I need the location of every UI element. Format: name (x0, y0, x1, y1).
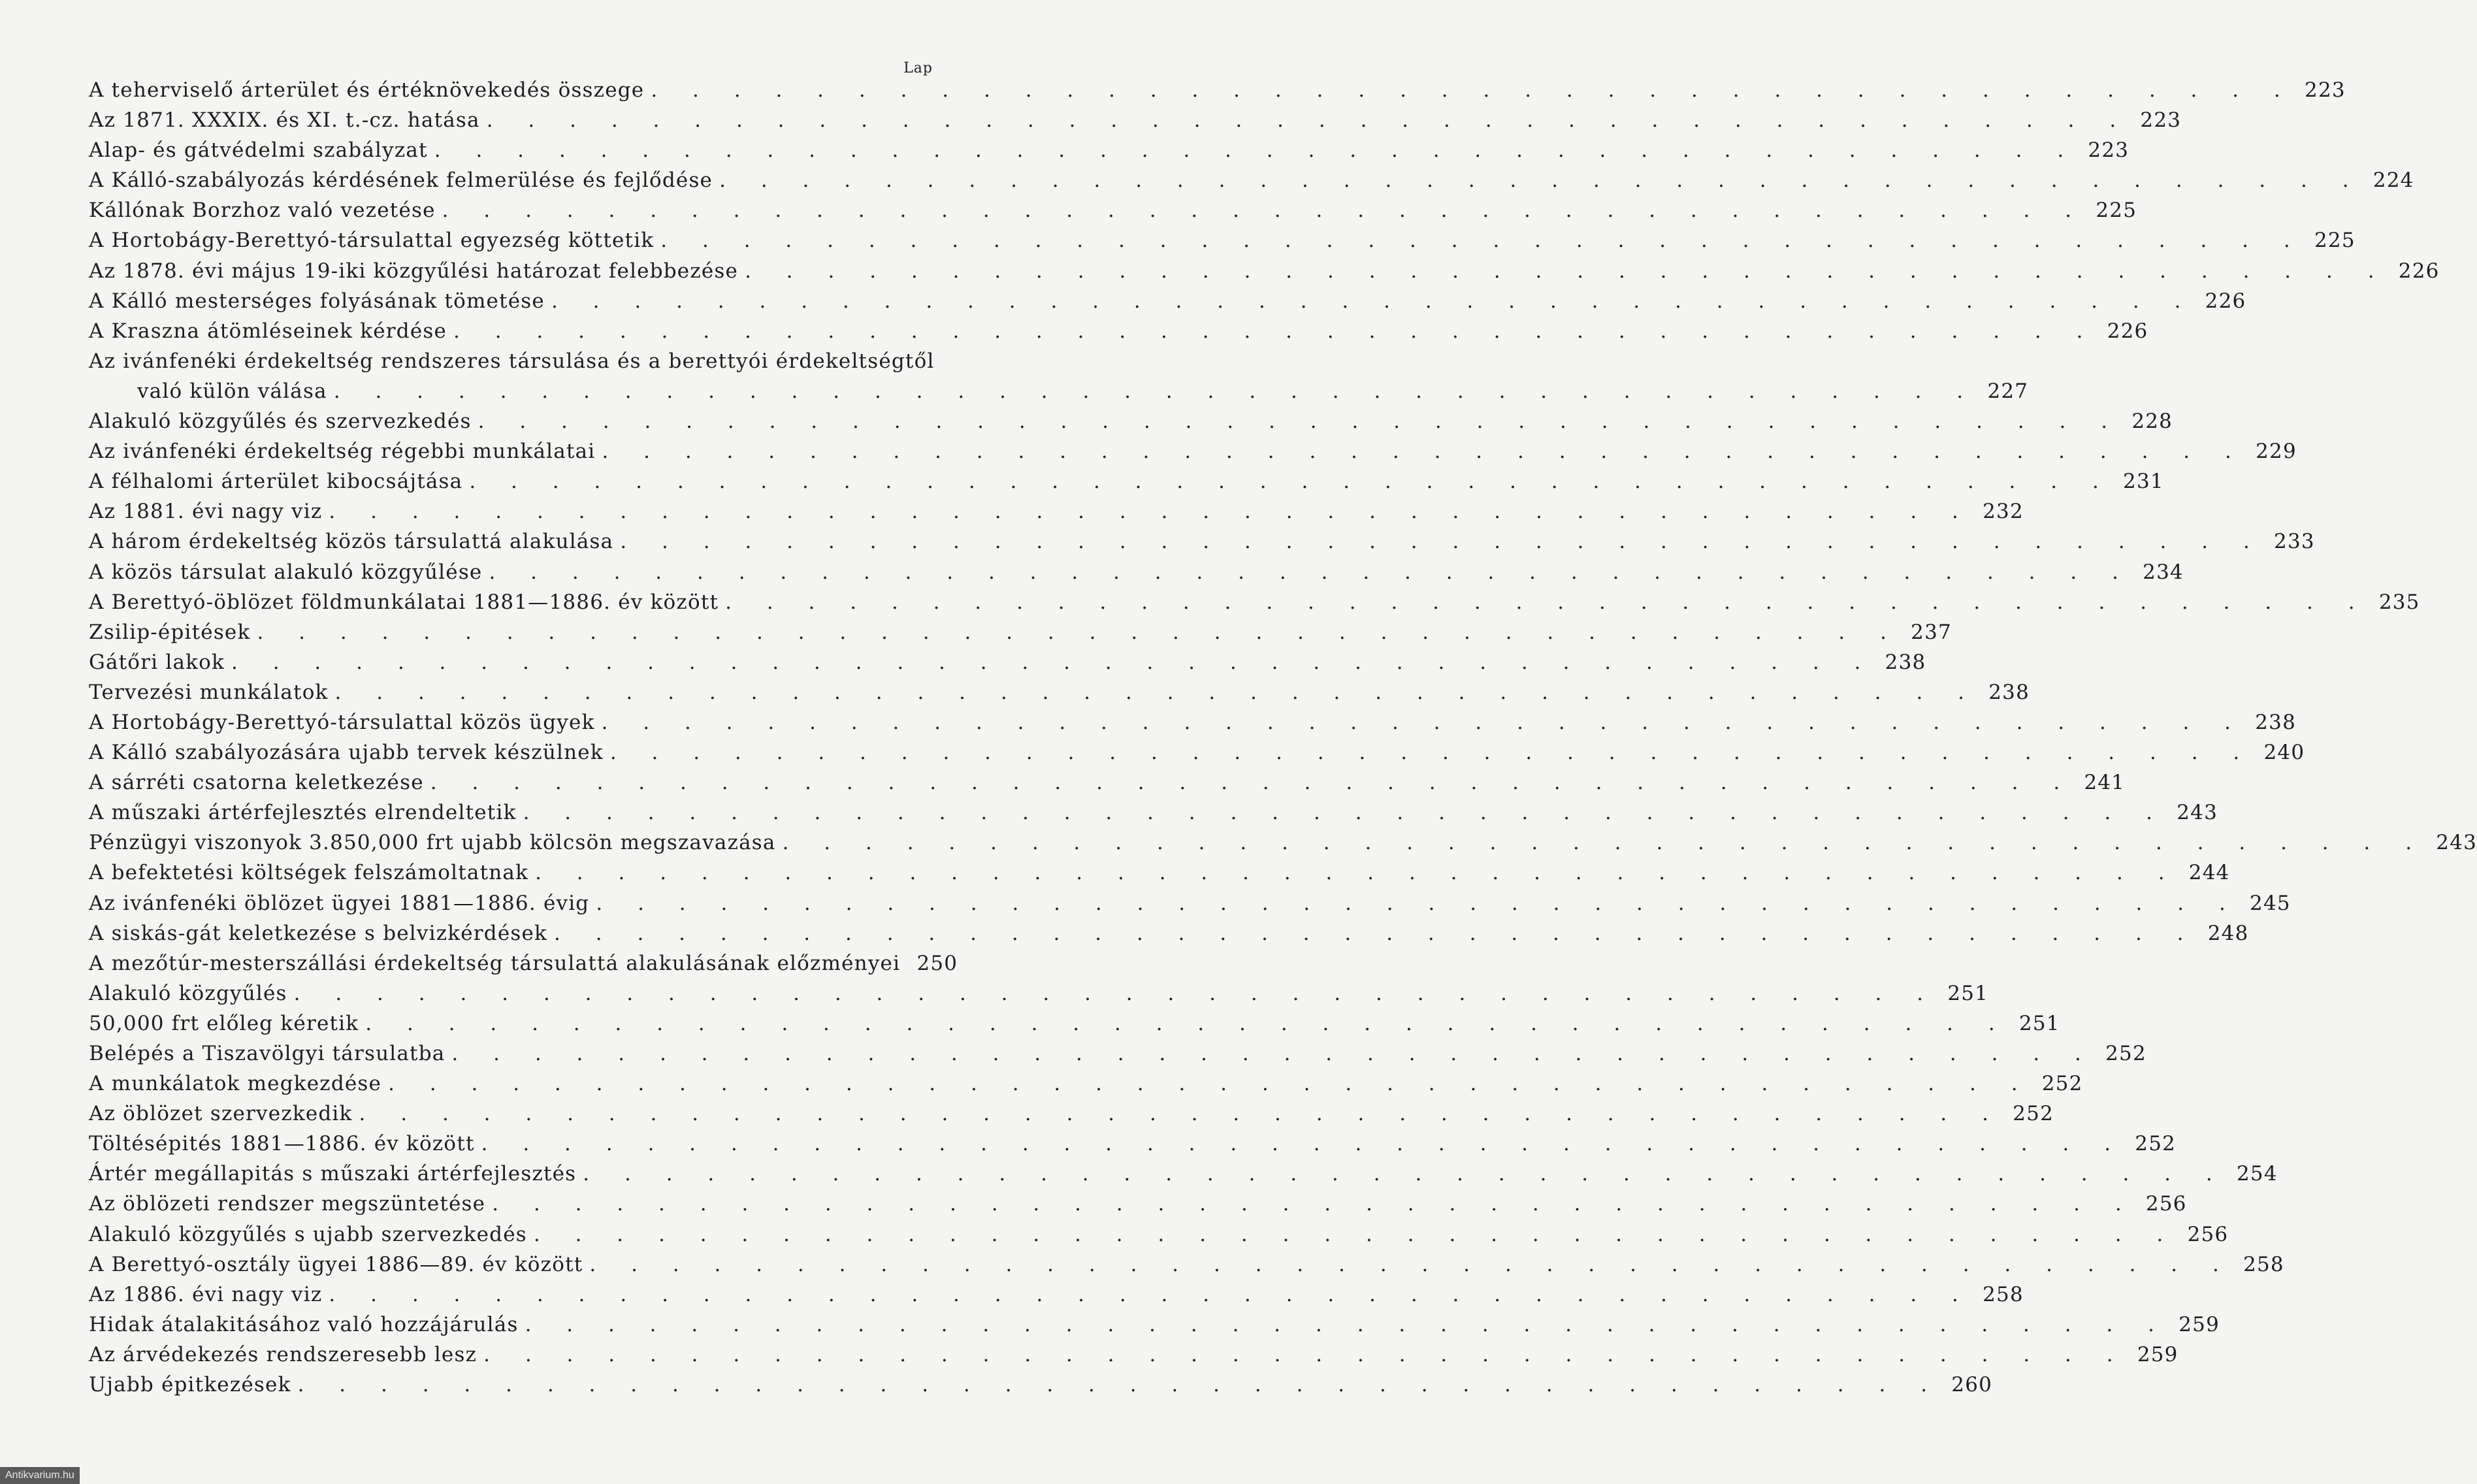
toc-entry-page: 229 (2256, 440, 2297, 464)
toc-entry-title: Alakuló közgyűlés s ujabb szervezkedés (89, 1222, 527, 1246)
toc-entry-page: 248 (2207, 921, 2249, 945)
toc-entry-title: A mezőtúr-mesterszállási érdekeltség társulattá alakulásának előzményei (89, 951, 901, 975)
toc-entry-title: Az 1886. évi nagy viz (89, 1282, 323, 1306)
dot-leader: . . . . . . . . . . . . . . . . . . . . . . . . . . . . . . . . . . . . . . . . (525, 1312, 2169, 1336)
toc-entry-page: 231 (2123, 470, 2164, 494)
toc-entry (89, 891, 2291, 922)
toc-entry-title: Ártér megállapitás s műszaki ártérfejlesztés (89, 1162, 577, 1186)
dot-leader: . . . . . . . . . . . . . . . . . . . . . . . . . . . . . . . . . . . . . . . . (589, 1252, 2233, 1276)
toc-entry-title: A műszaki ártérfejlesztés elrendeltetik (89, 801, 517, 825)
toc-entry (89, 500, 2024, 530)
dot-leader: . . . . . . . . . . . . . . . . . . . . . . . . . . . . . . . . . . . . . . . . (535, 861, 2179, 885)
toc-entry-title: A sárréti csatorna keletkezése (89, 771, 424, 795)
dot-leader: . . . . . . . . . . . . . . . . . . . . . . . . . . . . . . . . . . . . . . . . (533, 1222, 2178, 1246)
toc-entry (89, 1342, 2178, 1373)
toc-entry-page: 235 (2378, 590, 2420, 614)
toc-entry-page: 254 (2236, 1162, 2278, 1186)
dot-leader: . . . . . . . . . . . . . . . . . . . . . . . . . . . . . . . . . . . . . . . . (725, 590, 2369, 614)
toc-entry (89, 410, 2173, 440)
toc-entry-page: 223 (2305, 78, 2346, 102)
toc-entry-page: 259 (2137, 1342, 2178, 1366)
dot-leader: . . . . . . . . . . . . . . . . . . . . . . . . . . . . . . . . . . . . . . . . (583, 1162, 2227, 1186)
toc-entry-title: Az öblözet szervezkedik (89, 1102, 353, 1126)
toc-entry (89, 1373, 1993, 1403)
toc-entry-title: való külön válása (137, 379, 327, 403)
dot-leader: . . . . . . . . . . . . . . . . . . . . . . . . . . . . . . . . . . . . . . . . (430, 771, 2075, 795)
toc-entry-title: Az 1871. XXXIX. és XI. t.-cz. hatása (89, 108, 480, 133)
toc-entry-page: 252 (2135, 1132, 2177, 1156)
toc-entry-title: Gátőri lakok (89, 650, 225, 674)
toc-entry-page: 258 (2243, 1252, 2284, 1276)
toc-entry-title: A Kálló szabályozására ujabb tervek készülnek (89, 741, 604, 765)
toc-entry-title: Az 1881. évi nagy viz (89, 500, 323, 524)
dot-leader: . . . . . . . . . . . . . . . . . . . . . . . . . . . . . . . . . . . . . . . . (596, 891, 2240, 915)
dot-leader: . . . . . . . . . . . . . . . . . . . . . . . . . . . . . . . . . . . . . . . . (660, 229, 2305, 253)
toc-entry-title: A teherviselő árterület és értéknövekedés összege (89, 78, 645, 102)
toc-entry-page: 228 (2131, 410, 2173, 434)
toc-entry (89, 108, 2182, 138)
toc-entry-page: 252 (2013, 1102, 2054, 1126)
toc-entry-page: 243 (2436, 831, 2477, 855)
toc-entry-title: Töltésépités 1881—1886. év között (89, 1132, 475, 1156)
toc-entry-title: A félhalomi árterület kibocsájtása (89, 470, 463, 494)
toc-entry-page: 238 (1885, 650, 1926, 674)
dot-leader: . . . . . . . . . . . . . . . . . . . . . . . . . . . . . . . . . . . . . . . . (359, 1102, 2003, 1126)
dot-leader: . . . . . . . . . . . . . . . . . . . . . . . . . . . . . . . . . . . . . . . . (442, 199, 2086, 223)
toc-entry-title: Az ivánfenéki érdekeltség rendszeres társulása és a berettyói érdekeltségtől (89, 349, 935, 373)
toc-entry (89, 1042, 2146, 1072)
toc-entry-title: Hidak átalakitásához való hozzájárulás (89, 1312, 519, 1336)
toc-entry (89, 440, 2297, 470)
table-of-contents (89, 78, 2477, 1403)
dot-leader: . . . . . . . . . . . . . . . . . . . . . . . . . . . . . . . . . . . . . . . . (492, 1192, 2136, 1216)
dot-leader: . . . . . . . . . . . . . . . . . . . . . . . . . . . . . . . . . . . . . . . . (297, 1373, 1942, 1397)
toc-entry-title: Az ivánfenéki érdekeltség régebbi munkálatai (89, 440, 596, 464)
toc-entry-page: 226 (2107, 319, 2148, 343)
toc-entry-page: 260 (1951, 1373, 1993, 1397)
dot-leader: . . . . . . . . . . . . . . . . . . . . . . . . . . . . . . . . . . . . . . . . (486, 108, 2131, 133)
toc-entry-title: A három érdekeltség közös társulattá alakulása (89, 530, 614, 554)
toc-entry-page: 225 (2096, 199, 2137, 223)
toc-entry-page: 250 (916, 951, 958, 975)
toc-entry-title: A munkálatok megkezdése (89, 1072, 382, 1096)
dot-leader: . . . . . . . . . . . . . . . . . . . . . . . . . . . . . . . . . . . . . . . . (602, 440, 2246, 464)
dot-leader: . . . . . . . . . . . . . . . . . . . . . . . . . . . . . . . . . . . . . . . . (620, 530, 2264, 554)
toc-entry (89, 1162, 2278, 1192)
toc-entry (89, 138, 2129, 169)
toc-entry (89, 199, 2137, 229)
toc-entry-title: 50,000 frt előleg kéretik (89, 1011, 359, 1035)
toc-entry-page: 238 (2255, 710, 2297, 734)
toc-entry-page: 238 (1988, 680, 2030, 704)
toc-entry-page: 240 (2263, 741, 2305, 765)
toc-entry (89, 650, 1926, 681)
dot-leader: . . . . . . . . . . . . . . . . . . . . . . . . . . . . . . . . . . . . . . . . (453, 319, 2097, 343)
dot-leader: . . . . . . . . . . . . . . . . . . . . . . . . . . . . . . . . . . . . . . . . (481, 1132, 2126, 1156)
toc-entry (89, 741, 2305, 771)
toc-entry-title: Alakuló közgyűlés (89, 981, 287, 1005)
dot-leader: . . . . . . . . . . . . . . . . . . . . . . . . . . . . . . . . . . . . . . . . (489, 560, 2133, 584)
toc-entry-page: 233 (2274, 530, 2315, 554)
toc-entry-title: Az ivánfenéki öblözet ügyei 1881—1886. évig (89, 891, 590, 915)
toc-entry-page: 244 (2188, 861, 2230, 885)
toc-entry (89, 801, 2218, 831)
dot-leader: . . . . . . . . . . . . . . . . . . . . . . . . . . . . . . . . . . . . . . . . (329, 500, 1973, 524)
toc-entry-page: 241 (2084, 771, 2126, 795)
toc-entry-title: A Hortobágy-Berettyó-társulattal egyezség köttetik (89, 229, 655, 253)
toc-entry-page: 256 (2187, 1222, 2229, 1246)
toc-entry (89, 78, 2346, 108)
dot-leader: . . . . . . . . . . . . . . . . . . . . . . . . . . . . . . . . . . . . . . . . (745, 259, 2389, 283)
dot-leader: . . . . . . . . . . . . . . . . . . . . . . . . . . . . . . . . . . . . . . . . (478, 410, 2122, 434)
toc-entry (89, 169, 2414, 199)
dot-leader: . . . . . . . . . . . . . . . . . . . . . . . . . . . . . . . . . . . . . . . . (609, 741, 2254, 765)
toc-entry (89, 921, 2249, 952)
toc-entry (89, 1312, 2220, 1343)
toc-entry (89, 289, 2246, 319)
dot-leader: . . . . . . . . . . . . . . . . . . . . . . . . . . . . . . . . . . . . . . . . (483, 1342, 2128, 1366)
toc-entry-title: Belépés a Tiszavölgyi társulatba (89, 1042, 445, 1065)
toc-entry-page: 251 (2018, 1011, 2060, 1035)
toc-entry (89, 1072, 2083, 1102)
toc-entry (89, 981, 1989, 1012)
toc-entry-page: 223 (2088, 138, 2129, 163)
toc-entry-page: 252 (2041, 1072, 2083, 1096)
toc-entry-title: Az öblözeti rendszer megszüntetése (89, 1192, 486, 1216)
dot-leader: . . . . . . . . . . . . . . . . . . . . . . . . . . . . . . . . . . . . . . . . (601, 710, 2246, 734)
toc-entry (89, 831, 2477, 861)
toc-entry-title: A Berettyó-osztály ügyei 1886—89. év között (89, 1252, 583, 1276)
toc-entry-page: 226 (2205, 289, 2246, 313)
watermark: Antikvarium.hu (0, 1467, 80, 1484)
dot-leader: . . . . . . . . . . . . . . . . . . . . . . . . . . . . . . . . . . . . . . . . (231, 650, 1875, 674)
toc-entry (89, 861, 2230, 891)
dot-leader: . . . . . . . . . . . . . . . . . . . . . . . . . . . . . . . . . . . . . . . . (554, 921, 2198, 945)
toc-entry (89, 680, 2030, 711)
toc-entry-page: 224 (2372, 169, 2414, 193)
toc-entry (89, 379, 2029, 410)
toc-entry (89, 560, 2184, 590)
toc-entry-title: A Hortobágy-Berettyó-társulattal közös ügyek (89, 710, 595, 734)
dot-leader: . . . . . . . . . . . . . . . . . . . . . . . . . . . . . . . . . . . . . . . . (782, 831, 2427, 855)
dot-leader: . . . . . . . . . . . . . . . . . . . . . . . . . . . . . . . . . . . . . . . . (651, 78, 2295, 102)
toc-entry (89, 710, 2297, 741)
toc-entry-title: A Kálló-szabályozás kérdésének felmerülése és fejlődése (89, 169, 713, 193)
toc-entry-title: A Kálló mesterséges folyásának tömetése (89, 289, 545, 313)
dot-leader: . . . . . . . . . . . . . . . . . . . . . . . . . . . . . . . . . . . . . . . . (365, 1011, 2009, 1035)
toc-entry (89, 530, 2315, 560)
toc-entry-title: A befektetési költségek felszámoltatnak (89, 861, 529, 885)
toc-entry-title: Zsilip-épitések (89, 620, 251, 644)
dot-leader: . . . . . . . . . . . . . . . . . . . . . . . . . . . . . . . . . . . . . . . . (719, 169, 2363, 193)
toc-entry-page: 259 (2178, 1312, 2220, 1336)
toc-entry-title: A siskás-gát keletkezése s belvizkérdések (89, 921, 548, 945)
toc-entry-title: Kállónak Borzhoz való vezetése (89, 199, 436, 223)
toc-entry-title: Ujabb épitkezések (89, 1373, 291, 1397)
page-column-label: Lap (903, 60, 933, 76)
toc-entry-page: 245 (2250, 891, 2291, 915)
dot-leader: . . . . . . . . . . . . . . . . . . . . . . . . . . . . . . . . . . . . . . . . (257, 620, 1901, 644)
toc-entry-page: 232 (1983, 500, 2024, 524)
toc-entry-page: 234 (2143, 560, 2184, 584)
toc-entry (89, 1282, 2024, 1313)
toc-entry (89, 229, 2356, 259)
dot-leader: . . . . . . . . . . . . . . . . . . . . . . . . . . . . . . . . . . . . . . . . (469, 470, 2113, 494)
toc-entry-page: 251 (1947, 981, 1989, 1005)
toc-entry (89, 620, 1952, 651)
toc-entry (89, 1222, 2229, 1253)
toc-entry-title: Az árvédekezés rendszeresebb lesz (89, 1342, 478, 1366)
toc-entry-page: 243 (2177, 801, 2218, 825)
toc-entry-title: A Kraszna átömléseinek kérdése (89, 319, 447, 343)
toc-entry (89, 1252, 2284, 1283)
toc-entry-page: 256 (2145, 1192, 2187, 1216)
toc-entry (89, 1102, 2054, 1132)
toc-entry (89, 1192, 2187, 1222)
dot-leader: . . . . . . . . . . . . . . . . . . . . . . . . . . . . . . . . . . . . . . . . (523, 801, 2167, 825)
dot-leader: . . . . . . . . . . . . . . . . . . . . . . . . . . . . . . . . . . . . . . . . (434, 138, 2079, 163)
toc-entry-page: 225 (2314, 229, 2356, 253)
toc-entry-page: 227 (1987, 379, 2029, 403)
toc-entry (89, 1132, 2177, 1162)
toc-entry (89, 259, 2440, 289)
toc-entry-title: Tervezési munkálatok (89, 680, 329, 704)
dot-leader: . . . . . . . . . . . . . . . . . . . . . . . . . . . . . . . . . . . . . . . . (333, 379, 1978, 403)
toc-entry-page: 258 (1983, 1282, 2024, 1306)
dot-leader: . . . . . . . . . . . . . . . . . . . . . . . . . . . . . . . . . . . . . . . . (551, 289, 2195, 313)
dot-leader: . . . . . . . . . . . . . . . . . . . . . . . . . . . . . . . . . . . . . . . . (451, 1042, 2096, 1065)
toc-entry-page: 223 (2140, 108, 2182, 133)
toc-entry-title: A közös társulat alakuló közgyűlése (89, 560, 483, 584)
toc-entry-page: 237 (1911, 620, 1952, 644)
toc-entry-title: Pénzügyi viszonyok 3.850,000 frt ujabb kölcsön megszavazása (89, 831, 776, 855)
toc-entry-title: A Berettyó-öblözet földmunkálatai 1881—1886. év között (89, 590, 719, 614)
toc-entry-title: Az 1878. évi május 19-iki közgyűlési határozat felebbezése (89, 259, 739, 283)
toc-entry-title: Alakuló közgyűlés és szervezkedés (89, 410, 472, 434)
toc-entry (89, 771, 2126, 801)
toc-entry (89, 349, 933, 379)
toc-entry (89, 1011, 2060, 1042)
toc-entry (89, 319, 2148, 349)
toc-entry-page: 252 (2105, 1042, 2146, 1065)
toc-entry (89, 470, 2164, 500)
dot-leader: . . . . . . . . . . . . . . . . . . . . . . . . . . . . . . . . . . . . . . . . (388, 1072, 2032, 1096)
dot-leader: . . . . . . . . . . . . . . . . . . . . . . . . . . . . . . . . . . . . . . . . (293, 981, 1938, 1005)
toc-entry (89, 951, 958, 982)
dot-leader: . . . . . . . . . . . . . . . . . . . . . . . . . . . . . . . . . . . . . . . . (329, 1282, 1973, 1306)
toc-entry (89, 590, 2420, 621)
toc-entry-page: 226 (2398, 259, 2440, 283)
dot-leader: . . . . . . . . . . . . . . . . . . . . . . . . . . . . . . . . . . . . . . . . (334, 680, 1979, 704)
toc-entry-title: Alap- és gátvédelmi szabályzat (89, 138, 428, 163)
